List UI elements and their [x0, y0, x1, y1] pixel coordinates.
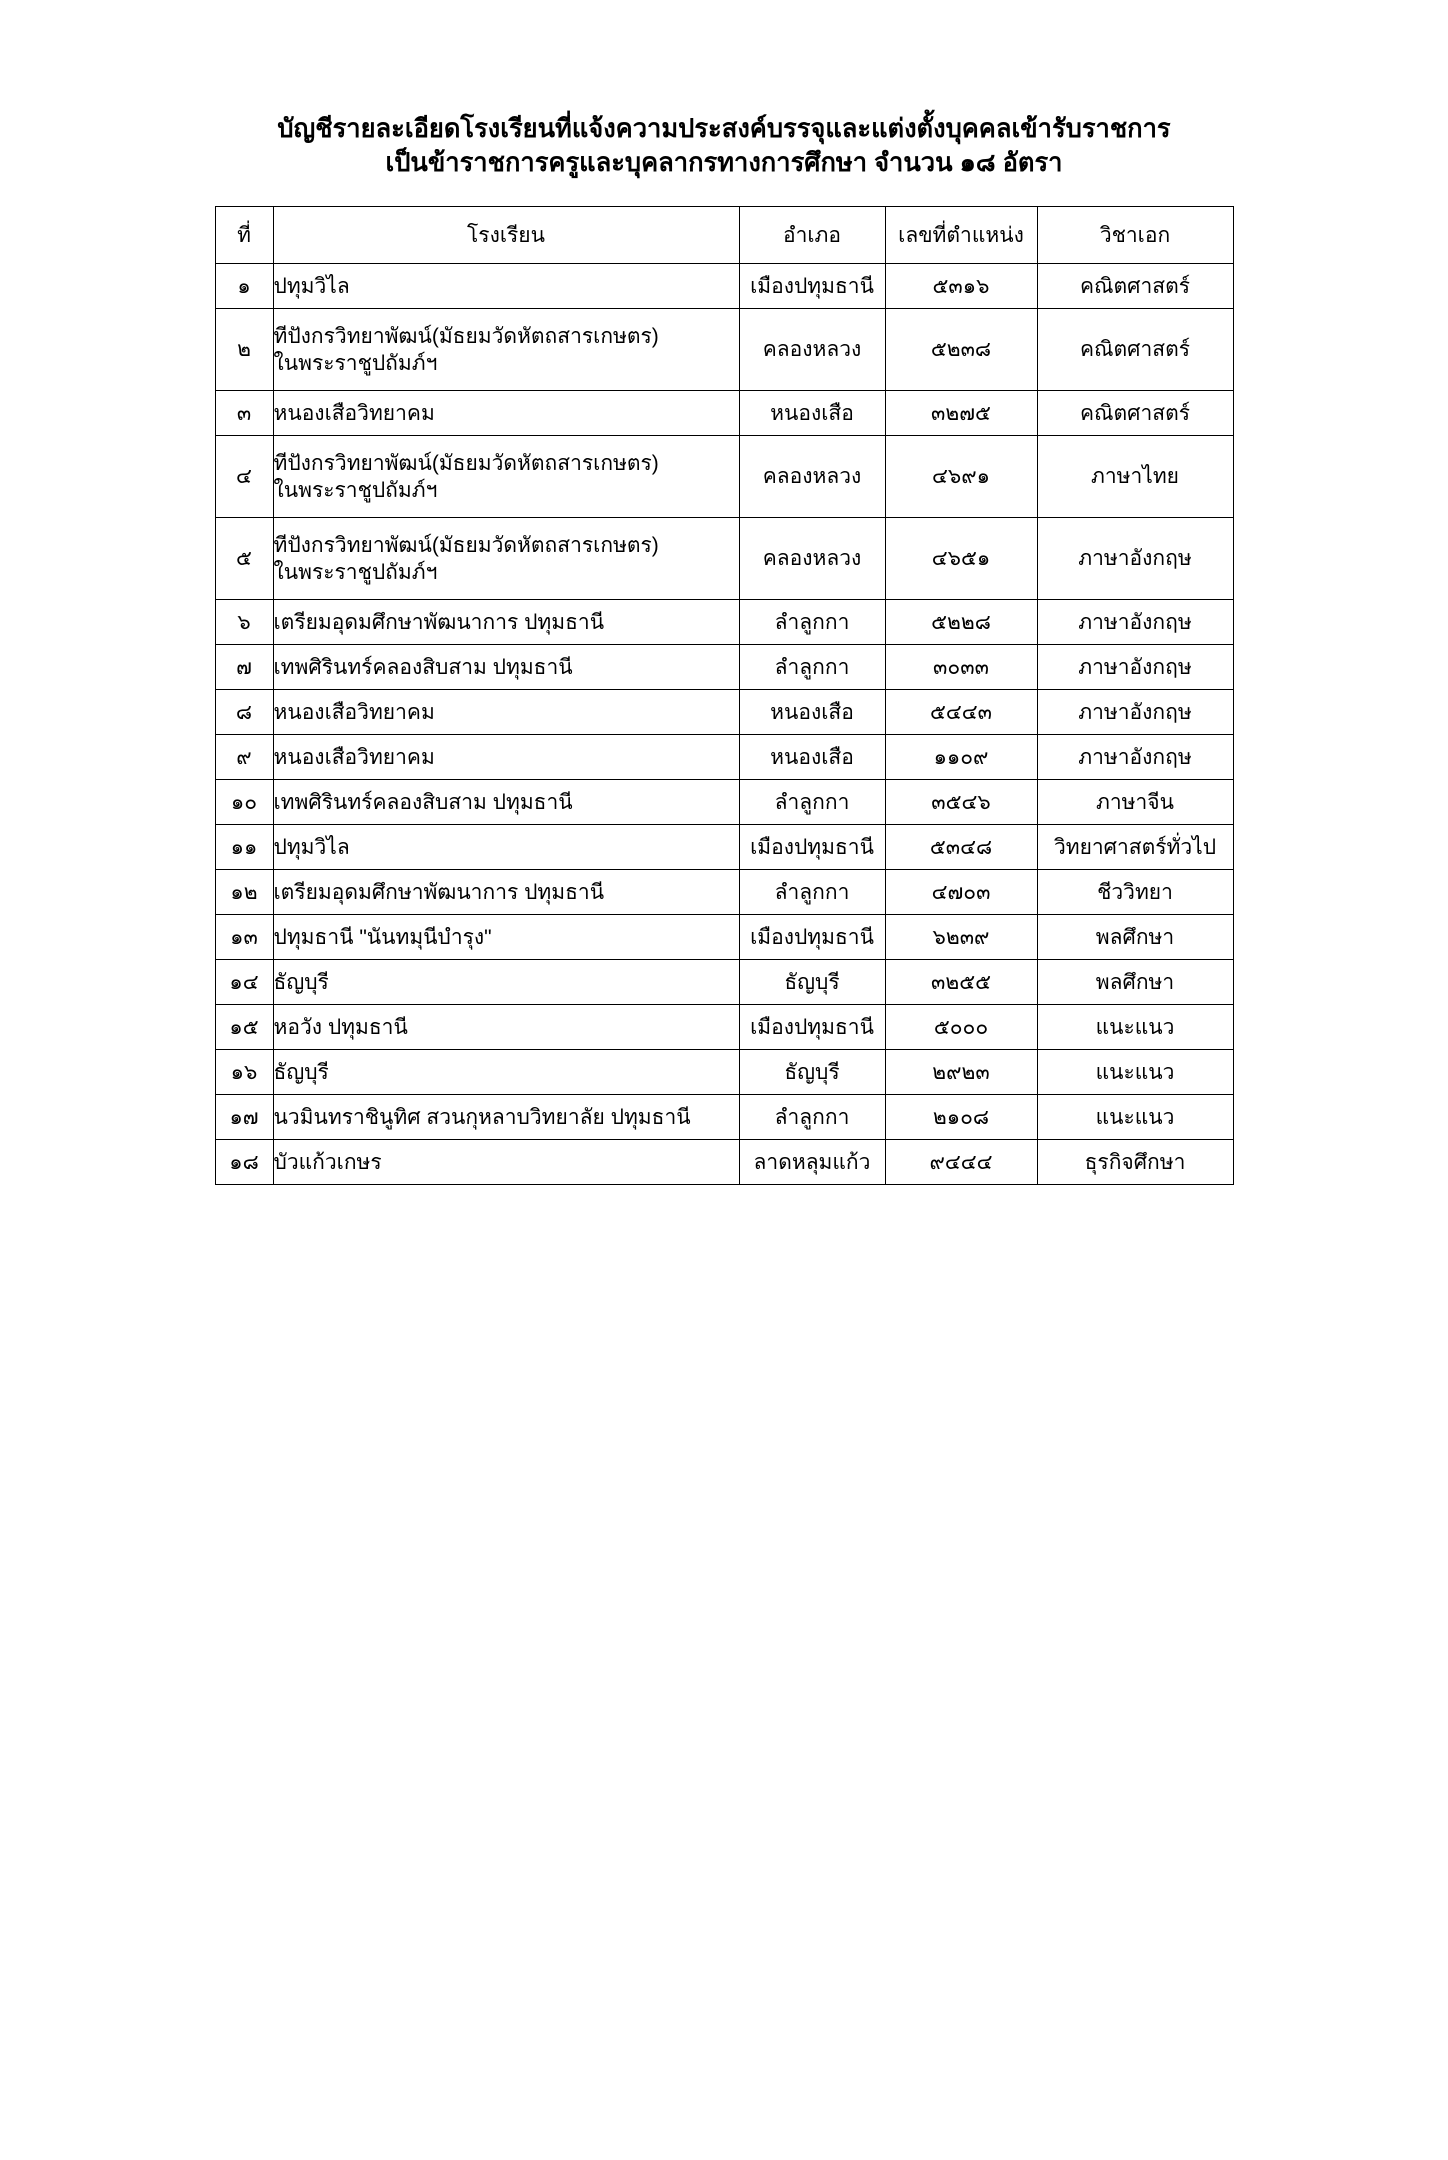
table-row [215, 1005, 1233, 1050]
school-name-line-1: ทีปังกรวิทยาพัฒน์(มัธยมวัดหัตถสารเกษตร) [273, 451, 659, 475]
school-name-line-1: หนองเสือวิทยาคม [273, 700, 435, 724]
cell-school [273, 391, 739, 436]
cell-school [273, 309, 739, 391]
cell-amphoe: หนองเสือ [739, 690, 885, 735]
cell-no: ๑๒ [215, 870, 273, 915]
school-name-line-2: ในพระราชูปถัมภ์ฯ [273, 478, 438, 502]
cell-major: ชีววิทยา [1037, 870, 1233, 915]
cell-amphoe: เมืองปทุมธานี [739, 1005, 885, 1050]
cell-amphoe: คลองหลวง [739, 309, 885, 391]
cell-position-code: ๙๔๔๔ [885, 1140, 1037, 1185]
cell-amphoe: ธัญบุรี [739, 960, 885, 1005]
school-name-line-1: เตรียมอุดมศึกษาพัฒนาการ ปทุมธานี [273, 610, 605, 634]
table-row [215, 690, 1233, 735]
cell-major: ภาษาจีน [1037, 780, 1233, 825]
cell-major: คณิตศาสตร์ [1037, 264, 1233, 309]
cell-no: ๖ [215, 600, 273, 645]
school-name-line-1: เตรียมอุดมศึกษาพัฒนาการ ปทุมธานี [273, 880, 605, 904]
table-row [215, 1095, 1233, 1140]
cell-position-code: ๕๓๑๖ [885, 264, 1037, 309]
cell-position-code: ๕๒๓๘ [885, 309, 1037, 391]
cell-no: ๘ [215, 690, 273, 735]
school-name-line-2: ในพระราชูปถัมภ์ฯ [273, 351, 438, 375]
cell-major: ภาษาอังกฤษ [1037, 600, 1233, 645]
cell-amphoe: ลำลูกกา [739, 870, 885, 915]
cell-amphoe: ลำลูกกา [739, 780, 885, 825]
cell-amphoe: ลำลูกกา [739, 1095, 885, 1140]
document-page [0, 112, 1448, 2160]
cell-no: ๙ [215, 735, 273, 780]
roster-table-head [215, 207, 1233, 264]
cell-school [273, 1050, 739, 1095]
cell-major: ธุรกิจศึกษา [1037, 1140, 1233, 1185]
cell-position-code: ๔๗๐๓ [885, 870, 1037, 915]
cell-amphoe: คลองหลวง [739, 518, 885, 600]
column-header-amphoe: อำเภอ [739, 207, 885, 264]
document-title-line-1: บัญชีรายละเอียดโรงเรียนที่แจ้งความประสงค์บรรจุและแต่งตั้งบุคคลเข้ารับราชการ [277, 115, 1171, 143]
school-name-line-1: หนองเสือวิทยาคม [273, 401, 435, 425]
table-row [215, 600, 1233, 645]
document-title-line-2: เป็นข้าราชการครูและบุคลากรทางการศึกษา จำนวน ๑๘ อัตรา [385, 149, 1063, 177]
school-name-line-1: ธัญบุรี [273, 1060, 329, 1084]
roster-table-body [215, 264, 1233, 1185]
table-row [215, 309, 1233, 391]
cell-school [273, 264, 739, 309]
table-row [215, 391, 1233, 436]
cell-school [273, 690, 739, 735]
cell-amphoe: เมืองปทุมธานี [739, 915, 885, 960]
table-row [215, 915, 1233, 960]
school-name-line-1: หนองเสือวิทยาคม [273, 745, 435, 769]
cell-position-code: ๕๐๐๐ [885, 1005, 1037, 1050]
cell-major: ภาษาอังกฤษ [1037, 690, 1233, 735]
cell-major: แนะแนว [1037, 1095, 1233, 1140]
table-row [215, 1050, 1233, 1095]
cell-position-code: ๕๓๔๘ [885, 825, 1037, 870]
cell-school [273, 825, 739, 870]
cell-position-code: ๓๒๗๕ [885, 391, 1037, 436]
cell-amphoe: หนองเสือ [739, 391, 885, 436]
cell-position-code: ๒๑๐๘ [885, 1095, 1037, 1140]
cell-amphoe: คลองหลวง [739, 436, 885, 518]
cell-no: ๑๖ [215, 1050, 273, 1095]
column-header-no: ที่ [215, 207, 273, 264]
cell-no: ๑๕ [215, 1005, 273, 1050]
table-row [215, 645, 1233, 690]
cell-major: วิทยาศาสตร์ทั่วไป [1037, 825, 1233, 870]
school-name-line-1: เทพศิรินทร์คลองสิบสาม ปทุมธานี [273, 655, 573, 679]
cell-school [273, 1095, 739, 1140]
cell-major: ภาษาไทย [1037, 436, 1233, 518]
cell-major: ภาษาอังกฤษ [1037, 735, 1233, 780]
cell-position-code: ๒๙๒๓ [885, 1050, 1037, 1095]
cell-school [273, 1140, 739, 1185]
table-row [215, 870, 1233, 915]
school-name-line-1: ปทุมธานี "นันทมุนีบำรุง" [273, 925, 492, 949]
school-name-line-1: นวมินทราชินูทิศ สวนกุหลาบวิทยาลัย ปทุมธานี [273, 1105, 691, 1129]
cell-no: ๑ [215, 264, 273, 309]
cell-no: ๑๑ [215, 825, 273, 870]
cell-amphoe: ลาดหลุมแก้ว [739, 1140, 885, 1185]
cell-no: ๗ [215, 645, 273, 690]
cell-major: ภาษาอังกฤษ [1037, 645, 1233, 690]
cell-amphoe: เมืองปทุมธานี [739, 264, 885, 309]
column-header-position-code: เลขที่ตำแหน่ง [885, 207, 1037, 264]
table-row [215, 825, 1233, 870]
cell-position-code: ๓๕๔๖ [885, 780, 1037, 825]
cell-amphoe: ลำลูกกา [739, 600, 885, 645]
table-row [215, 735, 1233, 780]
cell-position-code: ๔๖๙๑ [885, 436, 1037, 518]
table-row [215, 960, 1233, 1005]
cell-major: แนะแนว [1037, 1050, 1233, 1095]
table-header-row [215, 207, 1233, 264]
table-row [215, 780, 1233, 825]
cell-no: ๒ [215, 309, 273, 391]
cell-position-code: ๖๒๓๙ [885, 915, 1037, 960]
cell-position-code: ๑๑๐๙ [885, 735, 1037, 780]
document-title-block [0, 112, 1448, 180]
cell-no: ๑๔ [215, 960, 273, 1005]
cell-school [273, 735, 739, 780]
school-name-line-2: ในพระราชูปถัมภ์ฯ [273, 560, 438, 584]
cell-amphoe: เมืองปทุมธานี [739, 825, 885, 870]
column-header-major: วิชาเอก [1037, 207, 1233, 264]
cell-major: คณิตศาสตร์ [1037, 309, 1233, 391]
school-name-line-1: ปทุมวิไล [273, 274, 350, 298]
cell-school [273, 436, 739, 518]
column-header-school: โรงเรียน [273, 207, 739, 264]
cell-amphoe: ลำลูกกา [739, 645, 885, 690]
cell-position-code: ๓๐๓๓ [885, 645, 1037, 690]
cell-position-code: ๕๔๔๓ [885, 690, 1037, 735]
table-row [215, 264, 1233, 309]
school-name-line-1: เทพศิรินทร์คลองสิบสาม ปทุมธานี [273, 790, 573, 814]
school-name-line-1: บัวแก้วเกษร [273, 1150, 382, 1174]
cell-major: คณิตศาสตร์ [1037, 391, 1233, 436]
cell-amphoe: ธัญบุรี [739, 1050, 885, 1095]
cell-school [273, 1005, 739, 1050]
cell-no: ๑๘ [215, 1140, 273, 1185]
cell-no: ๑๐ [215, 780, 273, 825]
table-row [215, 1140, 1233, 1185]
cell-school [273, 780, 739, 825]
cell-major: แนะแนว [1037, 1005, 1233, 1050]
cell-school [273, 518, 739, 600]
cell-school [273, 600, 739, 645]
cell-school [273, 870, 739, 915]
cell-position-code: ๓๒๕๕ [885, 960, 1037, 1005]
cell-position-code: ๔๖๕๑ [885, 518, 1037, 600]
table-row [215, 518, 1233, 600]
cell-no: ๑๗ [215, 1095, 273, 1140]
roster-table [215, 206, 1234, 1185]
school-name-line-1: ธัญบุรี [273, 970, 329, 994]
roster-table-container [0, 206, 1448, 1185]
cell-major: พลศึกษา [1037, 915, 1233, 960]
cell-school [273, 645, 739, 690]
school-name-line-1: ทีปังกรวิทยาพัฒน์(มัธยมวัดหัตถสารเกษตร) [273, 533, 659, 557]
cell-major: พลศึกษา [1037, 960, 1233, 1005]
cell-no: ๕ [215, 518, 273, 600]
cell-amphoe: หนองเสือ [739, 735, 885, 780]
cell-no: ๔ [215, 436, 273, 518]
cell-school [273, 960, 739, 1005]
table-row [215, 436, 1233, 518]
school-name-line-1: ปทุมวิไล [273, 835, 350, 859]
school-name-line-1: หอวัง ปทุมธานี [273, 1015, 408, 1039]
cell-position-code: ๕๒๒๘ [885, 600, 1037, 645]
cell-major: ภาษาอังกฤษ [1037, 518, 1233, 600]
cell-school [273, 915, 739, 960]
cell-no: ๓ [215, 391, 273, 436]
school-name-line-1: ทีปังกรวิทยาพัฒน์(มัธยมวัดหัตถสารเกษตร) [273, 324, 659, 348]
cell-no: ๑๓ [215, 915, 273, 960]
